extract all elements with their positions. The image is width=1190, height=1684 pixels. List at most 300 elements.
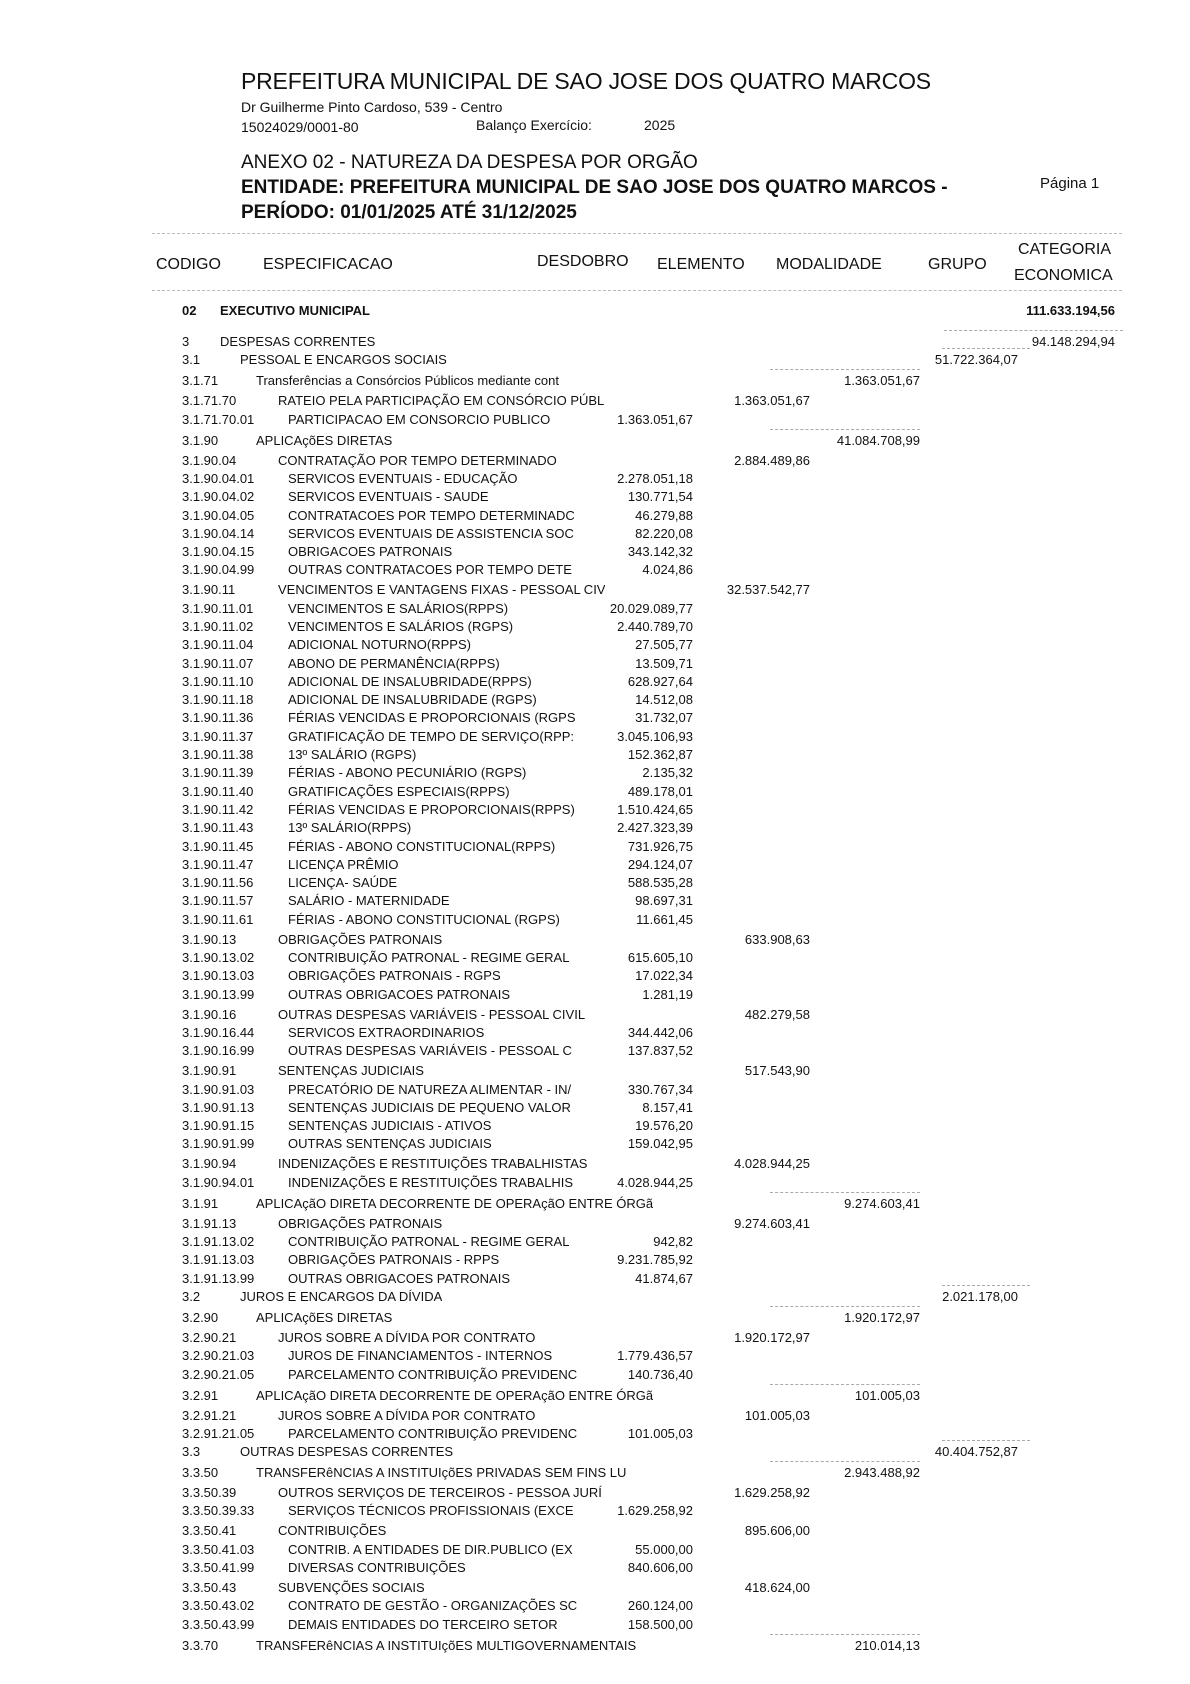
row-code: 3.1.90.04.01 [182, 471, 255, 486]
row-code: 3.3.50.41.03 [182, 1542, 255, 1557]
desdobro-value: 2.135,32 [642, 765, 693, 780]
subtotal-rule [770, 369, 920, 370]
elemento-value: 1.629.258,92 [734, 1485, 810, 1500]
row-code: 3.1.90.04.02 [182, 489, 255, 504]
row-description: ADICIONAL DE INSALUBRIDADE(RPPS) [288, 674, 532, 689]
table-row [0, 729, 1190, 747]
row-description: FÉRIAS VENCIDAS E PROPORCIONAIS(RPPS) [288, 802, 575, 817]
row-description: Transferências a Consórcios Públicos mediante cont [256, 373, 559, 388]
row-code: 3.1.91.13.03 [182, 1252, 255, 1267]
row-code: 3.1.90.04.15 [182, 544, 255, 559]
row-code: 3.1.91 [182, 1196, 219, 1211]
desdobro-value: 2.278.051,18 [617, 471, 693, 486]
subtotal-rule [770, 1634, 920, 1635]
grupo-value: 51.722.364,07 [934, 352, 1018, 367]
row-description: CONTRATO DE GESTÃO - ORGANIZAÇÕES SC [288, 1598, 578, 1613]
table-row [0, 471, 1190, 489]
row-description: SERVIÇOS TÉCNICOS PROFISSIONAIS (EXCE [288, 1503, 574, 1518]
desdobro-value: 615.605,10 [627, 950, 693, 965]
desdobro-value: 294.124,07 [627, 857, 693, 872]
row-description: OUTRAS DESPESAS CORRENTES [240, 1444, 454, 1459]
table-row [0, 1007, 1190, 1025]
row-code: 3.3.50.39 [182, 1485, 237, 1500]
modalidade-value: 1.363.051,67 [844, 373, 920, 388]
row-description: 13º SALÁRIO(RPPS) [288, 820, 412, 835]
row-description: OBRIGACOES PATRONAIS [288, 544, 453, 559]
table-row [0, 544, 1190, 562]
row-code: 3.3.50.43.99 [182, 1617, 255, 1632]
row-code: 3.1.71 [182, 373, 219, 388]
row-description: PRECATÓRIO DE NATUREZA ALIMENTAR - IN/ [288, 1082, 572, 1097]
desdobro-value: 260.124,00 [627, 1598, 693, 1613]
row-description: FÉRIAS - ABONO CONSTITUCIONAL(RPPS) [288, 839, 556, 854]
desdobro-value: 9.231.785,92 [617, 1252, 693, 1267]
col-header-desdobro: DESDOBRO [537, 253, 629, 270]
table-row [0, 987, 1190, 1005]
row-description: SENTENÇAS JUDICIAIS - ATIVOS [288, 1118, 492, 1133]
desdobro-value: 19.576,20 [635, 1118, 693, 1133]
table-row [0, 1503, 1190, 1521]
row-description: OUTRAS OBRIGACOES PATRONAIS [288, 1271, 510, 1286]
desdobro-value: 8.157,41 [642, 1100, 693, 1115]
desdobro-value: 98.697,31 [635, 893, 693, 908]
table-row [0, 710, 1190, 728]
row-code: 3.2.91 [182, 1388, 219, 1403]
elemento-value: 9.274.603,41 [734, 1216, 810, 1231]
table-row [0, 433, 1190, 451]
row-description: INDENIZAÇÕES E RESTITUIÇÕES TRABALHIS [288, 1175, 574, 1190]
row-description: 13º SALÁRIO (RGPS) [288, 747, 417, 762]
desdobro-value: 137.837,52 [627, 1043, 693, 1058]
table-row [0, 1465, 1190, 1483]
elemento-value: 4.028.944,25 [734, 1156, 810, 1171]
subtotal-rule [944, 330, 1123, 331]
row-code: 3.1.90.11 [182, 582, 236, 597]
row-code: 3.1.90.11.45 [182, 839, 254, 854]
desdobro-value: 4.024,86 [642, 562, 693, 577]
col-header-elemento: ELEMENTO [657, 256, 745, 273]
table-row [0, 950, 1190, 968]
desdobro-value: 489.178,01 [627, 784, 693, 799]
row-code: 3.1.90.04 [182, 453, 237, 468]
elemento-value: 32.537.542,77 [726, 582, 810, 597]
subtotal-rule [942, 1440, 1030, 1441]
elemento-value: 1.920.172,97 [734, 1330, 810, 1345]
table-row [0, 526, 1190, 544]
table-row [0, 508, 1190, 526]
balanco-label: Balanço Exercício: [476, 117, 592, 133]
row-code: 3.2.91.21 [182, 1408, 237, 1423]
row-description: CONTRIBUIÇÃO PATRONAL - REGIME GERAL [288, 950, 570, 965]
table-row [0, 1118, 1190, 1136]
table-row [0, 1523, 1190, 1541]
table-row [0, 1100, 1190, 1118]
table-row [0, 1598, 1190, 1616]
table-row [0, 1367, 1190, 1385]
row-description: LICENÇA PRÊMIO [288, 857, 399, 872]
subtotal-rule [770, 1306, 920, 1307]
row-code: 3.2 [182, 1289, 201, 1304]
row-code: 3.3.50.43.02 [182, 1598, 255, 1613]
desdobro-value: 158.500,00 [627, 1617, 693, 1632]
row-code: 3.1.90.13.02 [182, 950, 255, 965]
table-row [0, 1271, 1190, 1289]
table-row [0, 393, 1190, 411]
table-row [0, 932, 1190, 950]
desdobro-value: 41.874,67 [635, 1271, 693, 1286]
row-code: 3.3.70 [182, 1638, 219, 1653]
table-row [0, 373, 1190, 391]
row-code: 3.1.90.16 [182, 1007, 237, 1022]
row-description: PESSOAL E ENCARGOS SOCIAIS [240, 352, 447, 367]
row-code: 3.3.50.41 [182, 1523, 237, 1538]
desdobro-value: 20.029.089,77 [609, 601, 693, 616]
table-row [0, 692, 1190, 710]
row-code: 3.1.90.91.99 [182, 1136, 255, 1151]
header-divider-top [152, 233, 1122, 234]
row-code: 3.1.91.13.02 [182, 1234, 255, 1249]
row-description: SERVICOS EVENTUAIS - EDUCAÇÃO [288, 471, 518, 486]
desdobro-value: 3.045.106,93 [617, 729, 693, 744]
desdobro-value: 14.512,08 [635, 692, 693, 707]
row-code: 3.3.50.43 [182, 1580, 237, 1595]
row-description: PARTICIPACAO EM CONSORCIO PUBLICO [288, 412, 551, 427]
table-row [0, 1156, 1190, 1174]
row-code: 3 [182, 334, 190, 349]
modalidade-value: 41.084.708,99 [836, 433, 920, 448]
header-divider-bottom [152, 290, 1122, 291]
col-header-codigo: CODIGO [156, 256, 221, 273]
elemento-value: 633.908,63 [744, 932, 810, 947]
table-row [0, 1082, 1190, 1100]
table-row [0, 839, 1190, 857]
row-description: SENTENÇAS JUDICIAIS DE PEQUENO VALOR [288, 1100, 571, 1115]
table-row [0, 1617, 1190, 1635]
row-description: FÉRIAS - ABONO CONSTITUCIONAL (RGPS) [288, 912, 560, 927]
row-code: 3.1.90.04.99 [182, 562, 255, 577]
table-row [0, 1638, 1190, 1656]
row-description: ADICIONAL NOTURNO(RPPS) [288, 637, 471, 652]
row-description: OBRIGAÇÕES PATRONAIS [278, 1216, 443, 1231]
col-header-grupo: GRUPO [928, 256, 987, 273]
desdobro-value: 159.042,95 [627, 1136, 693, 1151]
table-row [0, 1289, 1190, 1307]
elemento-value: 418.624,00 [744, 1580, 810, 1595]
row-description: EXECUTIVO MUNICIPAL [220, 303, 370, 318]
row-code: 3.3 [182, 1444, 201, 1459]
row-code: 3.1.91.13 [182, 1216, 237, 1231]
row-description: CONTRIBUIÇÃO PATRONAL - REGIME GERAL [288, 1234, 570, 1249]
table-row [0, 1234, 1190, 1252]
table-row [0, 1063, 1190, 1081]
row-code: 3.1.90.13.03 [182, 968, 255, 983]
categoria-value: 111.633.194,56 [1026, 303, 1115, 318]
elemento-value: 895.606,00 [744, 1523, 810, 1538]
table-row [0, 637, 1190, 655]
modalidade-value: 9.274.603,41 [844, 1196, 920, 1211]
desdobro-value: 942,82 [653, 1234, 693, 1249]
elemento-value: 101.005,03 [744, 1408, 810, 1423]
grupo-value: 40.404.752,87 [934, 1444, 1018, 1459]
desdobro-value: 4.028.944,25 [617, 1175, 693, 1190]
row-code: 3.1.71.70 [182, 393, 237, 408]
row-description: VENCIMENTOS E SALÁRIOS(RPPS) [288, 601, 509, 616]
table-row [0, 802, 1190, 820]
table-row [0, 334, 1190, 352]
row-code: 3.1.90.91.03 [182, 1082, 255, 1097]
row-code: 3.1.90.11.47 [182, 857, 254, 872]
desdobro-value: 11.661,45 [636, 912, 693, 927]
cnpj: 15024029/0001-80 [241, 119, 359, 135]
desdobro-value: 101.005,03 [627, 1426, 693, 1441]
row-description: JUROS DE FINANCIAMENTOS - INTERNOS [288, 1348, 553, 1363]
row-description: TRANSFERêNCIAS A INSTITUIçõES PRIVADAS SEM FINS LU [256, 1465, 627, 1480]
row-code: 3.1.90.11.04 [182, 637, 254, 652]
row-description: APLICAçõES DIRETAS [256, 1310, 393, 1325]
desdobro-value: 1.629.258,92 [617, 1503, 693, 1518]
table-row [0, 1408, 1190, 1426]
address: Dr Guilherme Pinto Cardoso, 539 - Centro [241, 99, 503, 115]
row-description: OUTRAS SENTENÇAS JUDICIAIS [288, 1136, 492, 1151]
periodo-line: PERÍODO: 01/01/2025 ATÉ 31/12/2025 [241, 202, 577, 223]
desdobro-value: 82.220,08 [635, 526, 693, 541]
row-code: 3.1.90.91 [182, 1063, 237, 1078]
subtotal-rule [770, 429, 920, 430]
page-number: Página 1 [1040, 175, 1100, 192]
subtotal-rule [770, 1384, 920, 1385]
row-code: 3.1.91.13.99 [182, 1271, 255, 1286]
row-description: DIVERSAS CONTRIBUIÇÕES [288, 1560, 466, 1575]
elemento-value: 1.363.051,67 [734, 393, 810, 408]
table-row [0, 765, 1190, 783]
row-description: CONTRATACOES POR TEMPO DETERMINADC [288, 508, 575, 523]
table-row [0, 784, 1190, 802]
modalidade-value: 2.943.488,92 [844, 1465, 920, 1480]
desdobro-value: 1.363.051,67 [617, 412, 693, 427]
row-code: 3.1.90.11.38 [182, 747, 254, 762]
row-code: 3.2.90 [182, 1310, 219, 1325]
row-code: 02 [182, 303, 197, 318]
table-row [0, 1542, 1190, 1560]
table-row [0, 656, 1190, 674]
modalidade-value: 210.014,13 [854, 1638, 920, 1653]
desdobro-value: 330.767,34 [627, 1082, 693, 1097]
desdobro-value: 628.927,64 [627, 674, 693, 689]
table-row [0, 1136, 1190, 1154]
row-description: VENCIMENTOS E SALÁRIOS (RGPS) [288, 619, 514, 634]
row-description: RATEIO PELA PARTICIPAÇÃO EM CONSÓRCIO PÚBL [278, 393, 605, 408]
col-header-categoria: CATEGORIA [1018, 241, 1112, 258]
desdobro-value: 152.362,87 [627, 747, 693, 762]
row-description: TRANSFERêNCIAS A INSTITUIçõES MULTIGOVERNAMENTAIS [256, 1638, 637, 1653]
row-code: 3.1.90.13 [182, 932, 237, 947]
row-description: CONTRIBUIÇÕES [278, 1523, 387, 1538]
row-code: 3.1.90.11.37 [182, 729, 254, 744]
row-description: OUTRAS DESPESAS VARIÁVEIS - PESSOAL CIVIL [278, 1007, 586, 1022]
row-description: APLICAçãO DIRETA DECORRENTE DE OPERAçãO ENTRE ÓRGã [256, 1196, 654, 1211]
row-description: SENTENÇAS JUDICIAIS [278, 1063, 424, 1078]
categoria-value: 94.148.294,94 [1031, 334, 1115, 349]
desdobro-value: 731.926,75 [627, 839, 693, 854]
row-code: 3.3.50.39.33 [182, 1503, 255, 1518]
row-description: DESPESAS CORRENTES [220, 334, 376, 349]
table-row [0, 303, 1190, 321]
desdobro-value: 1.281,19 [642, 987, 693, 1002]
row-code: 3.1.90.11.36 [182, 710, 254, 725]
table-row [0, 1043, 1190, 1061]
row-code: 3.1.90.16.99 [182, 1043, 255, 1058]
row-description: OUTROS SERVIÇOS DE TERCEIROS - PESSOA JURÍ [278, 1485, 602, 1500]
row-description: PARCELAMENTO CONTRIBUIÇÃO PREVIDENC [288, 1426, 578, 1441]
col-header-modalidade: MODALIDADE [776, 256, 882, 273]
row-code: 3.1.90.04.05 [182, 508, 255, 523]
row-code: 3.1.90.11.01 [182, 601, 254, 616]
grupo-value: 2.021.178,00 [942, 1289, 1018, 1304]
table-row [0, 1025, 1190, 1043]
row-code: 3.2.90.21.03 [182, 1348, 255, 1363]
balanco-year: 2025 [644, 117, 676, 133]
row-description: INDENIZAÇÕES E RESTITUIÇÕES TRABALHISTAS [278, 1156, 588, 1171]
row-code: 3.1.90.91.13 [182, 1100, 255, 1115]
table-row [0, 1310, 1190, 1328]
row-code: 3.1.90.11.57 [182, 893, 254, 908]
row-description: CONTRATAÇÃO POR TEMPO DETERMINADO [278, 453, 557, 468]
row-description: OBRIGAÇÕES PATRONAIS - RPPS [288, 1252, 500, 1267]
row-description: OUTRAS DESPESAS VARIÁVEIS - PESSOAL C [288, 1043, 572, 1058]
table-row [0, 1560, 1190, 1578]
table-row [0, 747, 1190, 765]
row-description: FÉRIAS VENCIDAS E PROPORCIONAIS (RGPS [288, 710, 576, 725]
elemento-value: 2.884.489,86 [734, 453, 810, 468]
desdobro-value: 1.510.424,65 [617, 802, 693, 817]
row-code: 3.2.90.21.05 [182, 1367, 255, 1382]
row-code: 3.1.90.16.44 [182, 1025, 255, 1040]
row-description: GRATIFICAÇÃO DE TEMPO DE SERVIÇO(RPP: [288, 729, 575, 744]
desdobro-value: 140.736,40 [627, 1367, 693, 1382]
subtotal-rule [942, 348, 1030, 349]
row-code: 3.1.90.11.02 [182, 619, 254, 634]
table-row [0, 1330, 1190, 1348]
table-row [0, 619, 1190, 637]
subtotal-rule [942, 1285, 1030, 1286]
desdobro-value: 343.142,32 [627, 544, 693, 559]
desdobro-value: 17.022,34 [635, 968, 693, 983]
desdobro-value: 344.442,06 [627, 1025, 693, 1040]
row-code: 3.1.90.11.18 [182, 692, 254, 707]
row-description: SERVICOS EVENTUAIS DE ASSISTENCIA SOC [288, 526, 574, 541]
desdobro-value: 588.535,28 [627, 875, 693, 890]
row-description: FÉRIAS - ABONO PECUNIÁRIO (RGPS) [288, 765, 527, 780]
row-description: ADICIONAL DE INSALUBRIDADE (RGPS) [288, 692, 537, 707]
row-description: PARCELAMENTO CONTRIBUIÇÃO PREVIDENC [288, 1367, 578, 1382]
anexo-title: ANEXO 02 - NATUREZA DA DESPESA POR ORGÃO [241, 152, 698, 173]
row-code: 3.1.90.94.01 [182, 1175, 255, 1190]
row-code: 3.1.90.11.39 [182, 765, 254, 780]
row-description: OBRIGAÇÕES PATRONAIS [278, 932, 443, 947]
desdobro-value: 130.771,54 [627, 489, 693, 504]
col-header-especificacao: ESPECIFICACAO [263, 256, 393, 273]
row-description: DEMAIS ENTIDADES DO TERCEIRO SETOR [288, 1617, 558, 1632]
row-code: 3.1.90.11.56 [182, 875, 254, 890]
col-header-economica: ECONOMICA [1014, 267, 1113, 284]
row-code: 3.1.90.11.43 [182, 820, 254, 835]
table-row [0, 1580, 1190, 1598]
table-row [0, 1252, 1190, 1270]
table-row [0, 912, 1190, 930]
desdobro-value: 1.779.436,57 [617, 1348, 693, 1363]
table-row [0, 412, 1190, 430]
subtotal-rule [770, 1461, 920, 1462]
modalidade-value: 1.920.172,97 [844, 1310, 920, 1325]
row-code: 3.2.90.21 [182, 1330, 237, 1345]
row-code: 3.1.90.11.61 [182, 912, 254, 927]
desdobro-value: 13.509,71 [635, 656, 693, 671]
row-description: LICENÇA- SAÚDE [288, 875, 398, 890]
desdobro-value: 27.505,77 [635, 637, 693, 652]
desdobro-value: 55.000,00 [635, 1542, 693, 1557]
row-code: 3.2.91.21.05 [182, 1426, 255, 1441]
row-code: 3.1.90.94 [182, 1156, 237, 1171]
row-code: 3.1.90.11.42 [182, 802, 254, 817]
row-code: 3.1.90.11.10 [182, 674, 254, 689]
desdobro-value: 840.606,00 [627, 1560, 693, 1575]
elemento-value: 517.543,90 [744, 1063, 810, 1078]
table-row [0, 857, 1190, 875]
row-description: SALÁRIO - MATERNIDADE [288, 893, 450, 908]
row-description: SERVICOS EXTRAORDINARIOS [288, 1025, 485, 1040]
table-row [0, 875, 1190, 893]
row-description: JUROS E ENCARGOS DA DÍVIDA [240, 1289, 443, 1304]
table-row [0, 1444, 1190, 1462]
table-row [0, 562, 1190, 580]
table-row [0, 1175, 1190, 1193]
modalidade-value: 101.005,03 [854, 1388, 920, 1403]
entidade-line: ENTIDADE: PREFEITURA MUNICIPAL DE SAO JOSE DOS QUATRO MARCOS - [241, 177, 948, 198]
table-row [0, 1348, 1190, 1366]
table-row [0, 1216, 1190, 1234]
row-description: JUROS SOBRE A DÍVIDA POR CONTRATO [278, 1408, 536, 1423]
row-code: 3.1.90.91.15 [182, 1118, 255, 1133]
row-description: OUTRAS CONTRATACOES POR TEMPO DETE [288, 562, 572, 577]
table-row [0, 1485, 1190, 1503]
table-row [0, 1388, 1190, 1406]
table-row [0, 1426, 1190, 1444]
row-description: CONTRIB. A ENTIDADES DE DIR.PUBLICO (EX [288, 1542, 573, 1557]
desdobro-value: 2.440.789,70 [617, 619, 693, 634]
row-description: VENCIMENTOS E VANTAGENS FIXAS - PESSOAL CIV [278, 582, 606, 597]
row-description: JUROS SOBRE A DÍVIDA POR CONTRATO [278, 1330, 536, 1345]
table-row [0, 453, 1190, 471]
desdobro-value: 31.732,07 [635, 710, 693, 725]
row-code: 3.1.90.11.07 [182, 656, 254, 671]
row-code: 3.1.71.70.01 [182, 412, 255, 427]
subtotal-rule [770, 1192, 920, 1193]
table-row [0, 1196, 1190, 1214]
table-row [0, 601, 1190, 619]
table-row [0, 582, 1190, 600]
row-code: 3.1.90.04.14 [182, 526, 255, 541]
row-code: 3.1.90 [182, 433, 219, 448]
row-description: APLICAçõES DIRETAS [256, 433, 393, 448]
desdobro-value: 46.279,88 [635, 508, 693, 523]
row-description: GRATIFICAÇÕES ESPECIAIS(RPPS) [288, 784, 510, 799]
row-description: OUTRAS OBRIGACOES PATRONAIS [288, 987, 510, 1002]
table-row [0, 352, 1190, 370]
table-row [0, 968, 1190, 986]
row-description: SUBVENÇÕES SOCIAIS [278, 1580, 425, 1595]
row-code: 3.1.90.13.99 [182, 987, 255, 1002]
row-description: ABONO DE PERMANÊNCIA(RPPS) [288, 656, 500, 671]
